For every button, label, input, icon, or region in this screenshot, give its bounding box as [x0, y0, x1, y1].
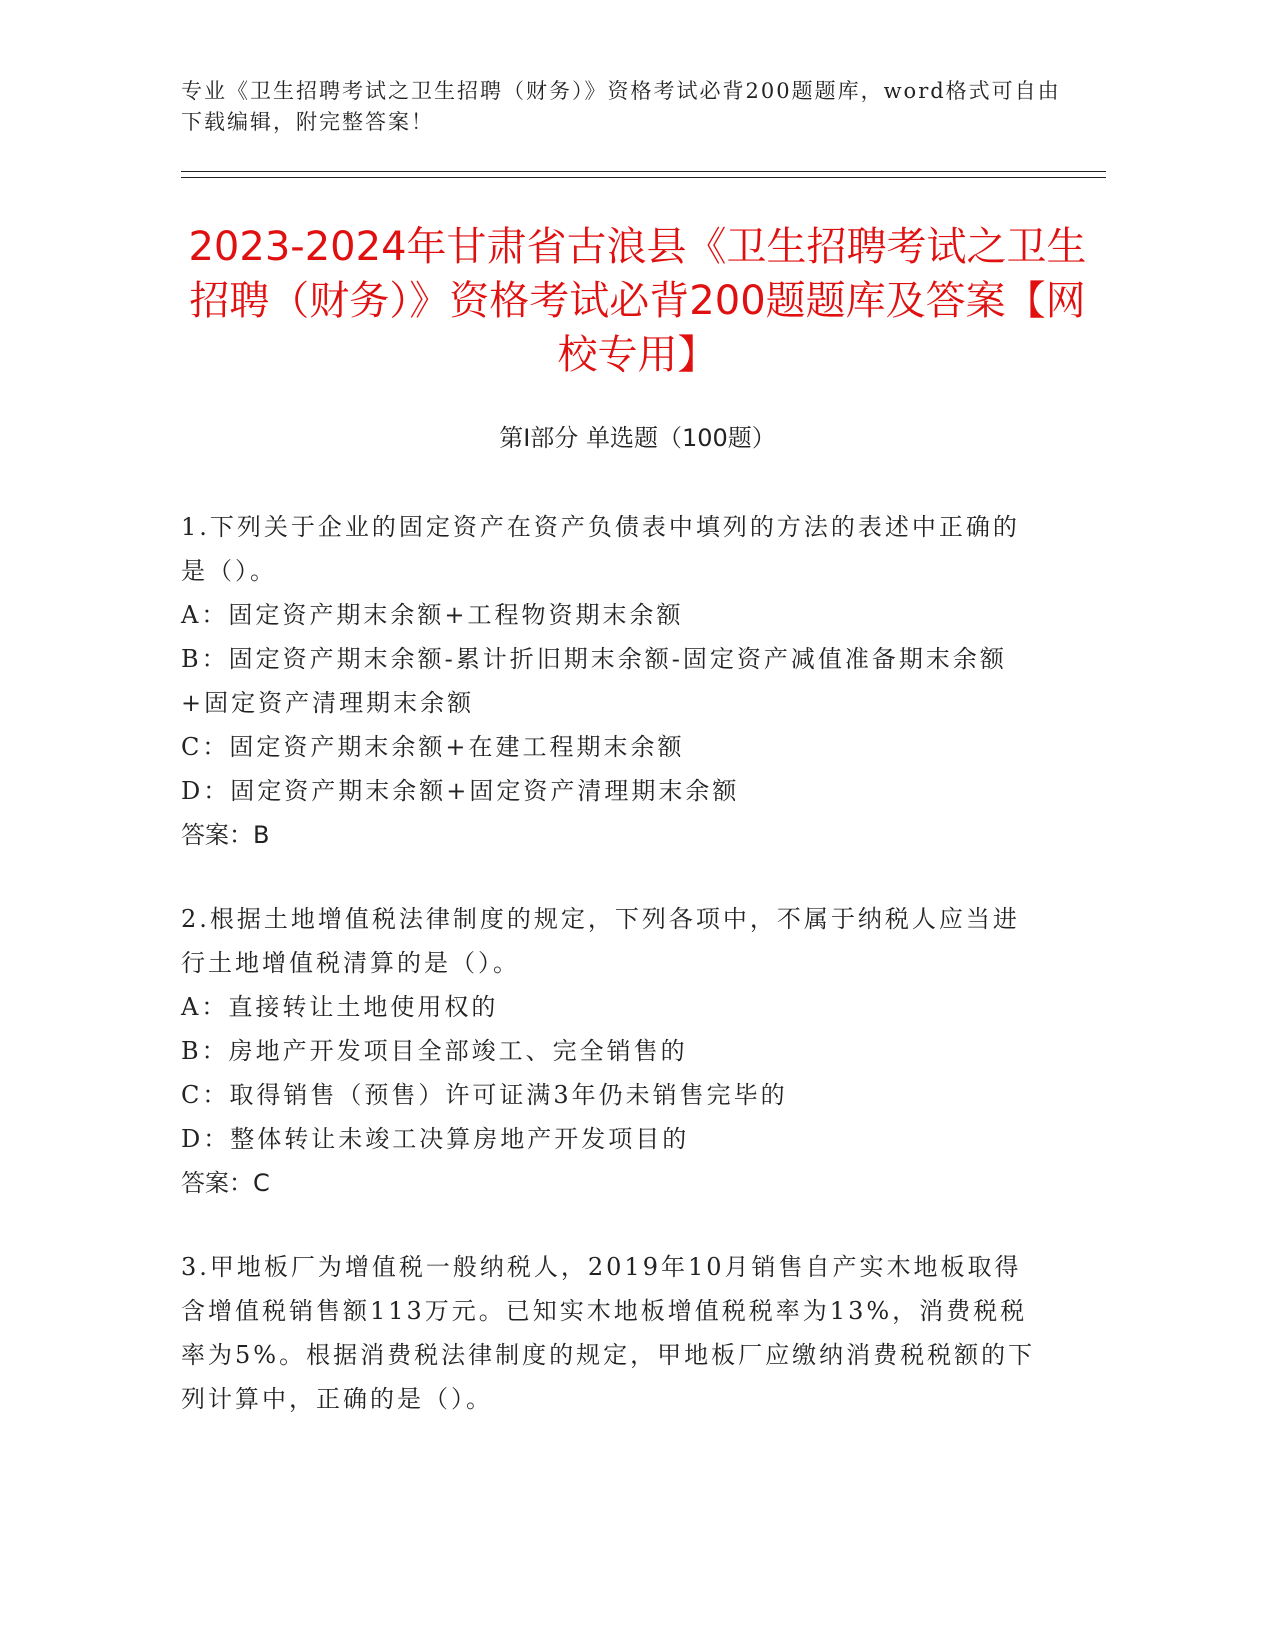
question-list [181, 505, 1041, 1461]
option-a: A：直接转让土地使用权的 [181, 993, 499, 1021]
option-a: A：固定资产期末余额+工程物资期末余额 [181, 601, 684, 629]
option-d: D：整体转让未竣工决算房地产开发项目的 [181, 1125, 690, 1153]
header-divider-bottom [181, 177, 1106, 178]
question-3 [181, 1245, 1041, 1421]
section-heading: 第Ⅰ部分 单选题（100题） [499, 424, 776, 452]
option-c: C：固定资产期末余额+在建工程期末余额 [181, 733, 685, 761]
question-2 [181, 897, 1041, 1205]
question-1 [181, 505, 1041, 857]
answer: 答案：C [181, 1169, 270, 1197]
option-c: C：取得销售（预售）许可证满3年仍未销售完毕的 [181, 1081, 788, 1109]
header-note: 专业《卫生招聘考试之卫生招聘（财务）》资格考试必背200题题库，word格式可自由下载编辑，附完整答案！ [181, 79, 1061, 134]
document-title: 2023-2024年甘肃省古浪县《卫生招聘考试之卫生招聘（财务）》资格考试必背200题题库及答案【网校专用】 [188, 224, 1087, 378]
option-d: D：固定资产期末余额+固定资产清理期末余额 [181, 777, 740, 805]
header-divider-top [181, 171, 1106, 172]
option-b: B：房地产开发项目全部竣工、完全销售的 [181, 1037, 688, 1065]
answer: 答案：B [181, 821, 270, 849]
question-stem: 1.下列关于企业的固定资产在资产负债表中填列的方法的表述中正确的是（）。 [181, 513, 1020, 585]
question-stem: 3.甲地板厂为增值税一般纳税人，2019年10月销售自产实木地板取得含增值税销售额113万元。已知实木地板增值税税率为13%，消费税税率为5%。根据消费税法律制度的规定，甲地板厂应缴纳消费税税额的下列计算中，正确的是（）。 [181, 1253, 1036, 1413]
question-stem: 2.根据土地增值税法律制度的规定，下列各项中，不属于纳税人应当进行土地增值税清算的是（）。 [181, 905, 1020, 977]
option-b: B：固定资产期末余额-累计折旧期末余额-固定资产减值准备期末余额+固定资产清理期末余额 [181, 645, 1007, 717]
